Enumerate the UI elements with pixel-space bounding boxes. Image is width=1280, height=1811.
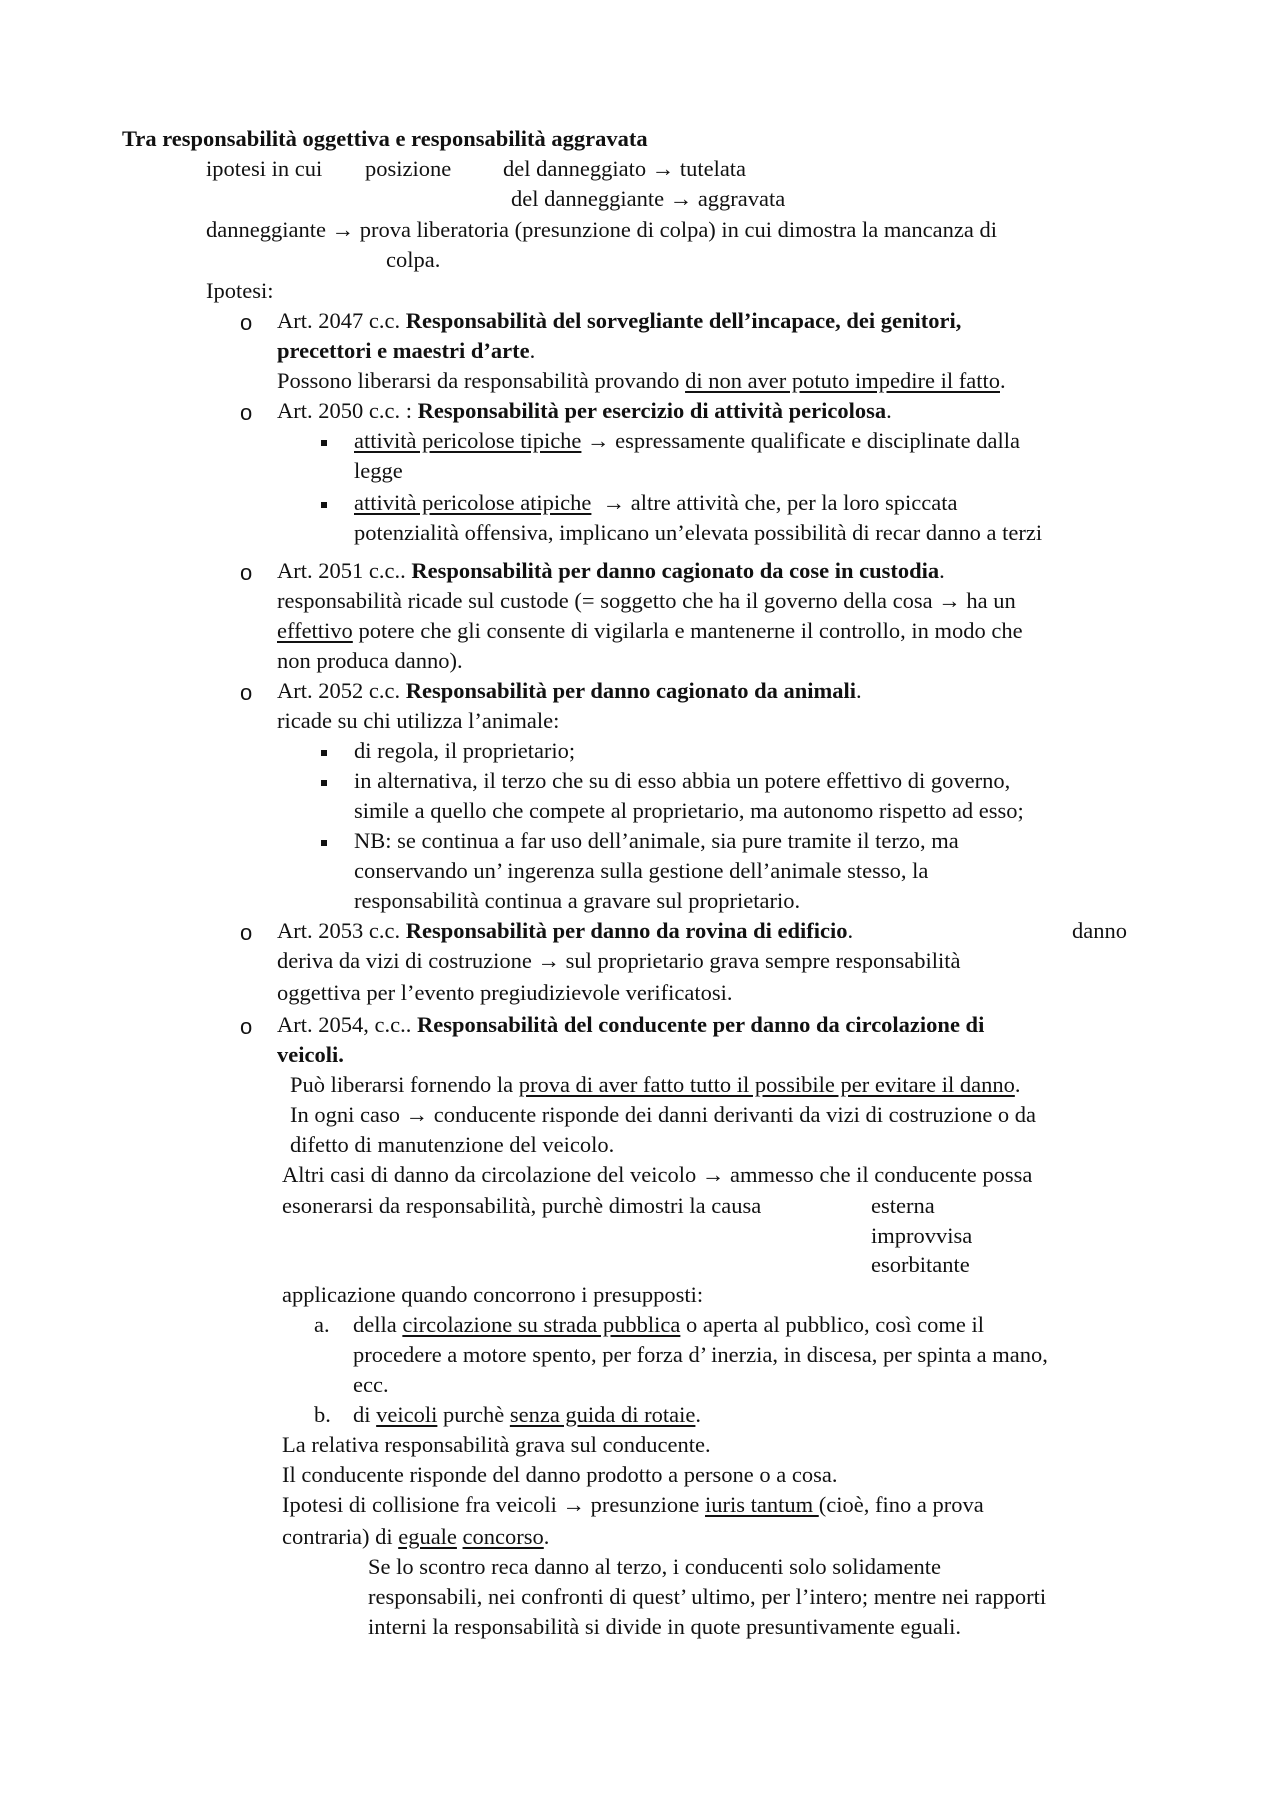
art-2051-line1: responsabilità ricade sul custode (= soggetto che ha il governo della cosa → ha un bbox=[277, 588, 1016, 613]
art-2054-r4: contraria) di eguale concorso. bbox=[282, 1524, 550, 1549]
cause-esterna: esterna bbox=[871, 1193, 935, 1218]
arrow-icon: → bbox=[701, 1162, 725, 1187]
bullet-o-icon: o bbox=[240, 920, 253, 945]
art-2051-line2: effettivo potere che gli consente di vigilarla e mantenerne il controllo, in modo che bbox=[277, 618, 1023, 643]
art-2052-sub1: di regola, il proprietario; bbox=[354, 738, 576, 763]
art-2053-heading: Art. 2053 c.c. Responsabilità per danno da rovina di edificio. bbox=[277, 918, 854, 943]
art-2054-f2: responsabili, nei confronti di quest’ ultimo, per l’intero; mentre nei rapporti bbox=[368, 1584, 1047, 1609]
bullet-o-icon: o bbox=[240, 1014, 253, 1039]
art-2054-f3: interni la responsabilità si divide in quote presuntivamente eguali. bbox=[368, 1614, 961, 1639]
art-2054-a-line1: della circolazione su strada pubblica o aperta al pubblico, così come il bbox=[353, 1312, 985, 1337]
section-title: Tra responsabilità oggettiva e responsabilità aggravata bbox=[122, 126, 648, 151]
art-2054-heading: Art. 2054, c.c.. Responsabilità del conducente per danno da circolazione di bbox=[277, 1012, 985, 1037]
art-2054-r2: Il conducente risponde del danno prodotto a persone o a cosa. bbox=[282, 1462, 838, 1487]
intro-danneggiato-line: del danneggiato → tutelata bbox=[503, 156, 747, 181]
cause-improvvisa: improvvisa bbox=[871, 1223, 973, 1248]
cause-esorbitante: esorbitante bbox=[871, 1252, 970, 1277]
art-2050-sub2-cont: potenzialità offensiva, implicano un’elevata possibilità di recar danno a terzi bbox=[354, 520, 1043, 545]
list-label-b: b. bbox=[314, 1402, 331, 1427]
list-label-a: a. bbox=[314, 1312, 330, 1337]
arrow-icon: → bbox=[602, 490, 626, 515]
bullet-o-icon: o bbox=[240, 680, 253, 705]
square-bullet-icon bbox=[321, 780, 327, 786]
arrow-icon: → bbox=[587, 428, 610, 453]
art-2054-p2: In ogni caso → conducente risponde dei danni derivanti da vizi di costruzione o da bbox=[290, 1102, 1037, 1127]
art-2054-r3: Ipotesi di collisione fra veicoli → presunzione iuris tantum (cioè, fino a prova bbox=[282, 1492, 984, 1517]
art-2052-heading: Art. 2052 c.c. Responsabilità per danno cagionato da animali. bbox=[277, 678, 862, 703]
art-2047-heading-cont: precettori e maestri d’arte. bbox=[277, 338, 536, 363]
intro-prova-cont: colpa. bbox=[386, 247, 441, 272]
art-2052-line1: ricade su chi utilizza l’animale: bbox=[277, 708, 560, 733]
art-2050-sub1: attività pericolose tipiche → espressamente qualificate e disciplinate dalla bbox=[354, 428, 1020, 453]
art-2054-f1: Se lo scontro reca danno al terzo, i conducenti solo solidamente bbox=[368, 1554, 941, 1579]
art-2052-sub3-cont1: conservando un’ ingerenza sulla gestione dell’animale stesso, la bbox=[354, 858, 929, 883]
art-2052-sub2-cont: simile a quello che compete al proprietario, ma autonomo rispetto ad esso; bbox=[354, 798, 1024, 823]
art-2054-p1: Può liberarsi fornendo la prova di aver fatto tutto il possibile per evitare il danno. bbox=[290, 1072, 1021, 1097]
art-2053-line2: deriva da vizi di costruzione → sul proprietario grava sempre responsabilità bbox=[277, 948, 961, 973]
arrow-icon: → bbox=[331, 217, 355, 242]
art-2052-sub2: in alternativa, il terzo che su di esso abbia un potere effettivo di governo, bbox=[354, 768, 1011, 793]
arrow-icon: → bbox=[669, 186, 693, 211]
bullet-o-icon: o bbox=[240, 560, 253, 585]
art-2054-applicazione: applicazione quando concorrono i presupposti: bbox=[282, 1282, 704, 1307]
art-2052-sub3-cont2: responsabilità continua a gravare sul proprietario. bbox=[354, 888, 801, 913]
art-2051-heading: Art. 2051 c.c.. Responsabilità per danno cagionato da cose in custodia. bbox=[277, 558, 945, 583]
art-2052-sub3: NB: se continua a far uso dell’animale, sia pure tramite il terzo, ma bbox=[354, 828, 959, 853]
arrow-icon: → bbox=[938, 588, 961, 613]
art-2053-danno: danno bbox=[1072, 918, 1127, 943]
square-bullet-icon bbox=[321, 840, 327, 846]
art-2050-sub1-cont: legge bbox=[354, 458, 403, 483]
square-bullet-icon bbox=[321, 750, 327, 756]
art-2054-b-line: di veicoli purchè senza guida di rotaie. bbox=[353, 1402, 702, 1427]
art-2054-a-line3: ecc. bbox=[353, 1372, 389, 1397]
art-2054-r1: La relativa responsabilità grava sul conducente. bbox=[282, 1432, 711, 1457]
art-2054-p2-cont: difetto di manutenzione del veicolo. bbox=[290, 1132, 615, 1157]
art-2050-heading: Art. 2050 c.c. : Responsabilità per esercizio di attività pericolosa. bbox=[277, 398, 892, 423]
art-2050-sub2: attività pericolose atipiche → altre attività che, per la loro spiccata bbox=[354, 490, 958, 515]
arrow-icon: → bbox=[562, 1492, 586, 1517]
arrow-icon: → bbox=[651, 156, 675, 181]
bullet-o-icon: o bbox=[240, 400, 253, 425]
intro-ipotesi-label: Ipotesi: bbox=[206, 278, 274, 303]
square-bullet-icon bbox=[321, 502, 327, 508]
art-2054-a-line2: procedere a motore spento, per forza d’ inerzia, in discesa, per spinta a mano, bbox=[353, 1342, 1048, 1367]
art-2047-body: Possono liberarsi da responsabilità provando di non aver potuto impedire il fatto. bbox=[277, 368, 1006, 393]
art-2054-p3: Altri casi di danno da circolazione del veicolo → ammesso che il conducente possa bbox=[282, 1162, 1033, 1187]
art-2054-heading-cont: veicoli. bbox=[277, 1042, 344, 1067]
bullet-o-icon: o bbox=[240, 310, 253, 335]
arrow-icon: → bbox=[405, 1102, 429, 1127]
intro-posizione: posizione bbox=[365, 156, 452, 181]
square-bullet-icon bbox=[321, 440, 327, 446]
intro-ipotesi-in-cui: ipotesi in cui bbox=[206, 156, 323, 181]
art-2047-heading: Art. 2047 c.c. Responsabilità del sorvegliante dell’incapace, dei genitori, bbox=[277, 308, 962, 333]
intro-prova-line: danneggiante → prova liberatoria (presunzione di colpa) in cui dimostra la mancanza di bbox=[206, 217, 997, 242]
art-2053-line3: oggettiva per l’evento pregiudizievole verificatosi. bbox=[277, 980, 733, 1005]
art-2051-line3: non produca danno). bbox=[277, 648, 463, 673]
arrow-icon: → bbox=[537, 948, 561, 973]
intro-danneggiante-line: del danneggiante → aggravata bbox=[511, 186, 786, 211]
art-2054-p3-cont: esonerarsi da responsabilità, purchè dimostri la causa bbox=[282, 1193, 762, 1218]
